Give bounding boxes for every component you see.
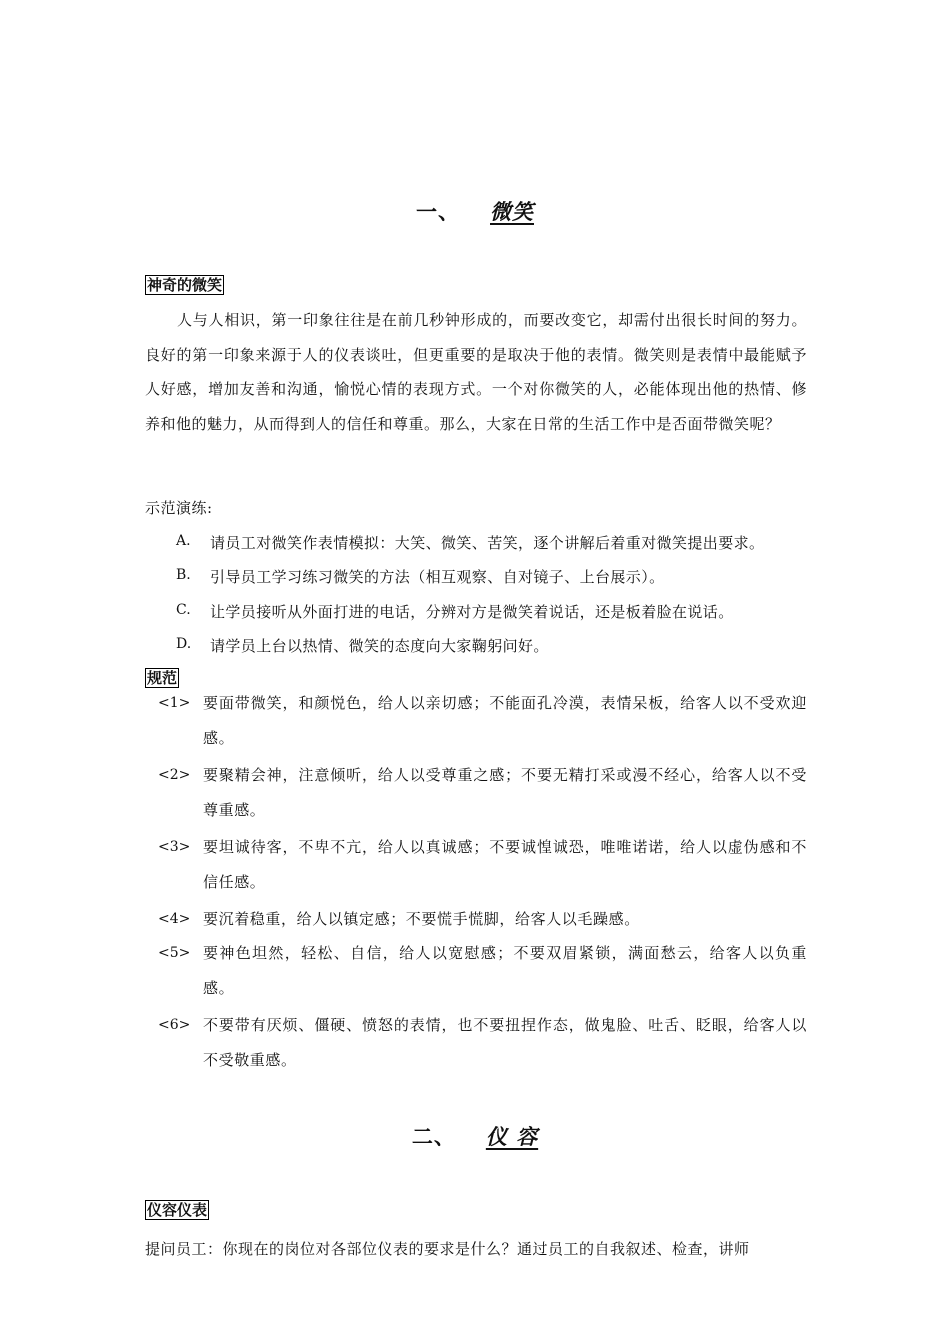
- section-title-smile: [0, 196, 950, 226]
- heading-magic-smile: 神奇的微笑: [147, 276, 223, 294]
- section-number: 一、: [416, 200, 460, 224]
- rule-number: <3>: [158, 839, 191, 855]
- section-name: 微笑: [490, 200, 534, 224]
- question-paragraph: 提问员工：你现在的岗位对各部位仪表的要求是什么？通过员工的自我叙述、检查，讲师: [145, 1240, 750, 1258]
- option-letter: B.: [176, 567, 191, 583]
- intro-paragraph: 人与人相识，第一印象往往是在前几秒钟形成的，而要改变它，却需付出很长时间的努力。良好的第一印象来源于人的仪表谈吐，但更重要的是取决于他的表情。微笑则是表情中最能赋予人好感，增加友善和沟通，愉悦心情的表现方式。一个对你微笑的人，必能体现出他的热情、修养和他的魅力，从而得到人的信任和尊重。那么，大家在日常的生活工作中是否面带微笑呢？: [145, 311, 807, 433]
- rule-text: 要沉着稳重，给人以镇定感；不要慌手慌脚，给客人以毛躁感。: [203, 910, 640, 928]
- rule-number: <6>: [158, 1017, 191, 1033]
- rule-text: 要面带微笑，和颜悦色，给人以亲切感；不能面孔冷漠，表情呆板，给客人以不受欢迎感。: [203, 694, 807, 747]
- heading-standards: 规范: [147, 669, 178, 687]
- rule-text: 要坦诚待客，不卑不亢，给人以真诚感；不要诚惶诚恐，唯唯诺诺，给人以虚伪感和不信任感。: [203, 838, 807, 891]
- option-letter: D.: [176, 636, 192, 652]
- rule-number: <4>: [158, 911, 191, 927]
- option-text: 请员工对微笑作表情模拟：大笑、微笑、苦笑，逐个讲解后着重对微笑提出要求。: [210, 534, 765, 552]
- rule-text: 不要带有厌烦、僵硬、愤怒的表情，也不要扭捏作态，做鬼脸、吐舌、眨眼，给客人以不受敬重感。: [203, 1016, 807, 1069]
- section-name: 仪 容: [485, 1125, 539, 1149]
- rule-number: <5>: [158, 945, 191, 961]
- option-text: 引导员工学习练习微笑的方法（相互观察、自对镜子、上台展示）。: [210, 568, 665, 586]
- rule-text: 要神色坦然，轻松、自信，给人以宽慰感；不要双眉紧锁，满面愁云，给客人以负重感。: [203, 944, 807, 997]
- option-letter: C.: [176, 602, 191, 618]
- rule-number: <1>: [158, 695, 191, 711]
- demo-label: 示范演练:: [145, 499, 213, 517]
- section-number: 二、: [411, 1125, 456, 1149]
- option-text: 请学员上台以热情、微笑的态度向大家鞠躬问好。: [210, 637, 549, 655]
- rule-number: <2>: [158, 767, 191, 783]
- section-title-appearance: [0, 1121, 950, 1151]
- option-text: 让学员接听从外面打进的电话，分辨对方是微笑着说话，还是板着脸在说话。: [210, 603, 734, 621]
- option-letter: A.: [176, 533, 191, 549]
- rule-text: 要聚精会神，注意倾听，给人以受尊重之感；不要无精打采或漫不经心，给客人以不受尊重感。: [203, 766, 807, 819]
- heading-appearance: 仪容仪表: [147, 1201, 208, 1219]
